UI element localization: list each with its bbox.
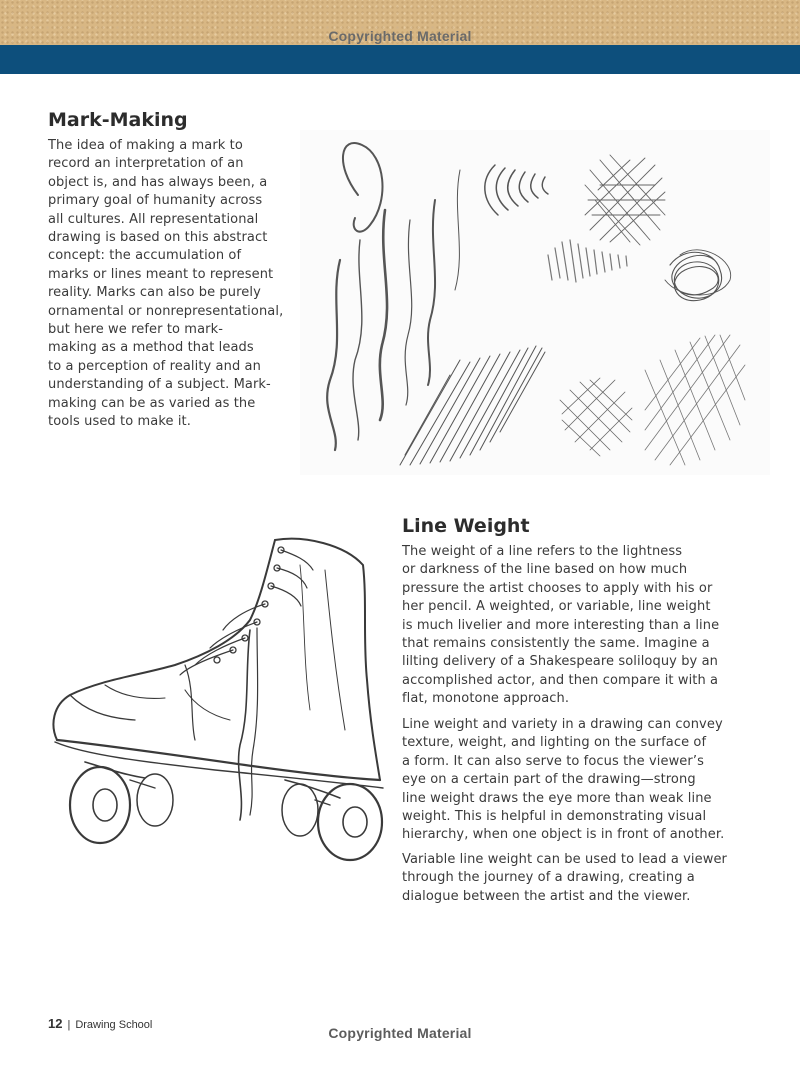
page-number: 12 bbox=[48, 1016, 63, 1031]
pencil-mark-samples-illustration bbox=[300, 130, 770, 475]
text-line: primary goal of humanity across bbox=[48, 193, 263, 209]
text-line: record an interpretation of an bbox=[48, 156, 244, 172]
text-line: dialogue between the artist and the viewer. bbox=[402, 888, 691, 904]
text-line: tools used to make it. bbox=[48, 414, 191, 430]
roller-skate-sketch-illustration bbox=[45, 530, 390, 865]
text-line: making as a method that leads bbox=[48, 340, 254, 356]
text-line: The idea of making a mark to bbox=[48, 138, 243, 153]
mark-making-body bbox=[48, 137, 283, 432]
text-line: her pencil. A weighted, or variable, line weight bbox=[402, 599, 711, 615]
text-line: eye on a certain part of the drawing—strong bbox=[402, 772, 696, 788]
footer-separator: | bbox=[67, 1019, 71, 1031]
text-line: object is, and has always been, a bbox=[48, 174, 268, 190]
text-line: line weight draws the eye more than weak line bbox=[402, 790, 712, 806]
text-line: making can be as varied as the bbox=[48, 395, 256, 411]
text-line: to a perception of reality and an bbox=[48, 358, 261, 374]
header-blue-band bbox=[0, 45, 800, 74]
text-line: that remains consistently the same. Imagine a bbox=[402, 636, 710, 652]
text-line: Variable line weight can be used to lead a viewer bbox=[402, 852, 728, 867]
copyright-top: Copyrighted Material bbox=[328, 28, 472, 44]
text-line: accomplished actor, and then compare it with a bbox=[402, 672, 719, 688]
text-line: pressure the artist chooses to apply with his or bbox=[402, 580, 713, 596]
text-line: ornamental or nonrepresentational, bbox=[48, 303, 284, 319]
text-line: through the journey of a drawing, creating a bbox=[402, 870, 695, 886]
text-line: marks or lines meant to represent bbox=[48, 266, 274, 282]
text-line: but here we refer to mark- bbox=[48, 322, 223, 338]
text-line: Line weight and variety in a drawing can convey bbox=[402, 717, 723, 732]
text-line: lilting delivery of a Shakespeare soliloquy by an bbox=[402, 654, 718, 670]
book-title: Drawing School bbox=[75, 1019, 153, 1031]
line-weight-paragraph-3 bbox=[402, 851, 727, 906]
text-line: drawing is based on this abstract bbox=[48, 230, 268, 246]
text-line: understanding of a subject. Mark- bbox=[48, 377, 271, 393]
text-line: flat, monotone approach. bbox=[402, 691, 570, 707]
text-line: hierarchy, when one object is in front of another. bbox=[402, 827, 725, 843]
line-weight-paragraph-1 bbox=[402, 543, 719, 709]
text-line: all cultures. All representational bbox=[48, 211, 259, 227]
text-line: texture, weight, and lighting on the surface of bbox=[402, 735, 707, 751]
mark-making-title: Mark-Making bbox=[48, 109, 188, 131]
text-line: a form. It can also serve to focus the viewer’s bbox=[402, 753, 704, 769]
text-line: concept: the accumulation of bbox=[48, 248, 242, 264]
text-line: weight. This is helpful in demonstrating visual bbox=[402, 809, 707, 825]
line-weight-title: Line Weight bbox=[402, 515, 530, 537]
text-line: or darkness of the line based on how much bbox=[402, 562, 688, 578]
copyright-bottom: Copyrighted Material bbox=[328, 1025, 472, 1041]
text-line: is much livelier and more interesting than a line bbox=[402, 617, 720, 633]
text-line: The weight of a line refers to the lightness bbox=[402, 544, 683, 559]
line-weight-paragraph-2 bbox=[402, 716, 724, 845]
text-line: reality. Marks can also be purely bbox=[48, 285, 261, 301]
